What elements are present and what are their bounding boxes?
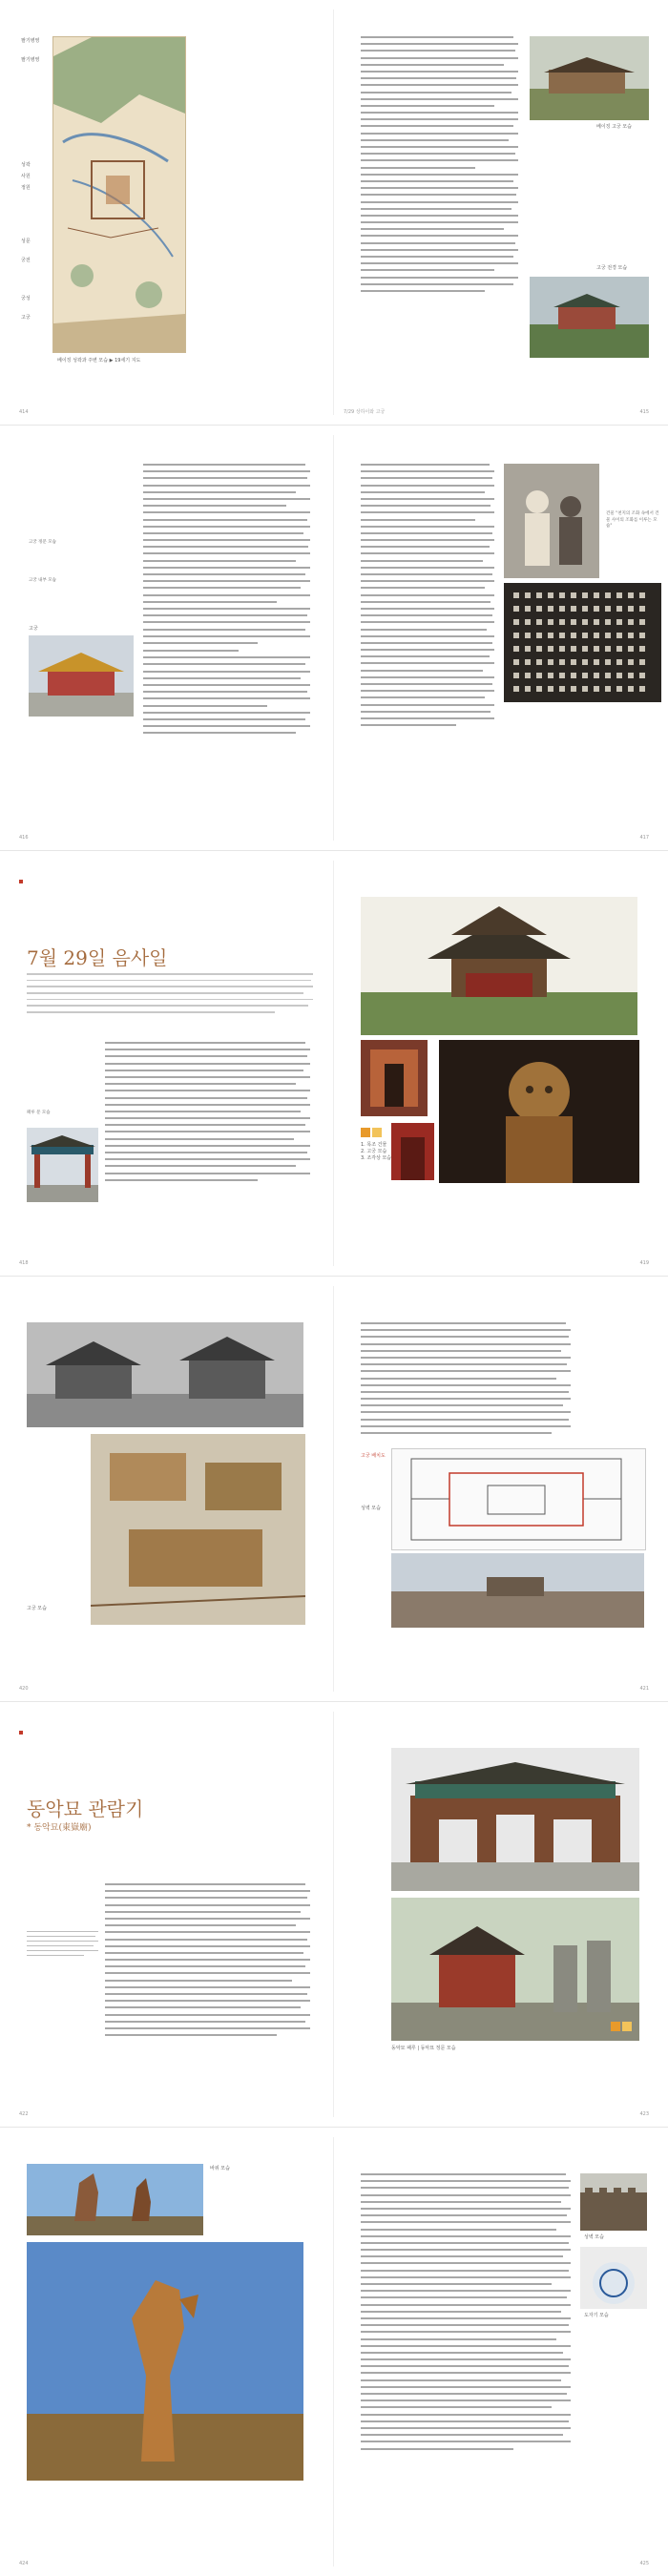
page-number-left: 414 xyxy=(19,409,29,415)
palace-floor-plan xyxy=(391,1448,646,1550)
photo-pailou-archway xyxy=(391,1748,639,1891)
page-right xyxy=(334,1277,668,1701)
photo-wooden-tower xyxy=(361,897,637,1035)
photo-pailou-gate xyxy=(27,1128,98,1202)
chapter-marker xyxy=(19,880,23,883)
book-spread-2 xyxy=(0,426,668,851)
map-drawing xyxy=(53,37,185,352)
right-caption-2: 2. 고궁 모습 xyxy=(361,1149,387,1154)
page-number-right: 425 xyxy=(639,2561,649,2566)
photo-hall xyxy=(29,635,134,717)
photo-caption-2: 고궁 전경 모습 xyxy=(596,265,628,271)
map-caption: 베이징 성곽과 주변 모습 ▶ 19세기 지도 xyxy=(57,358,141,364)
right-caption-2: 성벽 모습 xyxy=(361,1506,381,1511)
map-label-6: 성문 xyxy=(21,239,31,244)
page-number-right: 423 xyxy=(639,2111,649,2117)
photo-wall-small xyxy=(580,2173,647,2231)
side-note-1: 고궁 정문 모습 xyxy=(29,540,56,545)
body-text-column xyxy=(361,1322,571,1439)
chapter-title: 동악묘 관람기 xyxy=(27,1797,144,1820)
photo-gate-small xyxy=(391,1123,434,1180)
photo-wall xyxy=(391,1553,644,1628)
photo-city-painting xyxy=(91,1434,305,1625)
photo-figures xyxy=(504,464,599,578)
page-right xyxy=(334,2128,668,2576)
right-caption-1: 성벽 모습 xyxy=(584,2234,604,2240)
photo-buddha-statue xyxy=(439,1040,639,1183)
map-label-1: 팔기병영 xyxy=(21,38,40,44)
page-left xyxy=(0,2128,334,2576)
page-number-left: 418 xyxy=(19,1260,29,1266)
page-number-right: 419 xyxy=(639,1260,649,1266)
book-spread-4 xyxy=(0,1277,668,1702)
map-label-4: 사원 xyxy=(21,174,31,179)
book-spread-6 xyxy=(0,2128,668,2576)
page-right xyxy=(334,1702,668,2127)
map-label-8: 궁성 xyxy=(21,296,31,301)
page-number-left: 422 xyxy=(19,2111,29,2117)
page-number-left: 420 xyxy=(19,1686,29,1692)
right-caption: 동악묘 패루 | 동악묘 정문 모습 xyxy=(391,2046,456,2051)
book-spread-5 xyxy=(0,1702,668,2128)
chapter-marker xyxy=(19,1731,23,1735)
photo-palace-top xyxy=(530,36,649,120)
body-text-column xyxy=(361,2173,571,2455)
map-label-3: 성곽 xyxy=(21,162,31,168)
page-left xyxy=(0,426,334,850)
left-caption: 바위 모습 xyxy=(210,2166,230,2171)
right-caption-2: 도자기 모습 xyxy=(584,2313,609,2318)
photo-palace-bottom xyxy=(530,277,649,358)
photo-corridor xyxy=(361,1040,428,1116)
photo-porcelain xyxy=(580,2247,647,2309)
photo-calligraphy xyxy=(504,583,661,702)
number-box-2 xyxy=(622,2022,632,2031)
photo-rock-1 xyxy=(27,2164,203,2235)
chapter-subtitle: * 동악묘(東嶽廟) xyxy=(27,1823,92,1833)
page-left xyxy=(0,1277,334,1701)
right-caption-1: 1. 목조 건물 xyxy=(361,1142,387,1148)
page-left xyxy=(0,1702,334,2127)
body-text-column-2 xyxy=(143,650,310,738)
page-number-left: 424 xyxy=(19,2561,29,2566)
page-right xyxy=(334,426,668,850)
page-left xyxy=(0,851,334,1276)
photo-caption-left: 고궁 xyxy=(29,626,38,632)
running-head-right: 7/29 상하이와 고궁 xyxy=(344,409,386,415)
page-right xyxy=(334,851,668,1276)
page-left xyxy=(0,0,334,425)
photo-caption-1: 베이징 고궁 모습 xyxy=(596,124,632,130)
right-caption-3: 3. 조각상 모습 xyxy=(361,1155,392,1161)
body-text-column xyxy=(105,1883,310,2041)
book-spread-3 xyxy=(0,851,668,1277)
photo-old-palace xyxy=(27,1322,303,1427)
photo-rock-2 xyxy=(27,2242,303,2481)
number-box-2 xyxy=(372,1128,382,1137)
side-note-2: 고궁 내부 모습 xyxy=(29,578,56,583)
historical-map-image xyxy=(52,36,186,353)
right-caption-1: 고궁 배치도 xyxy=(361,1453,386,1459)
page-number-right: 417 xyxy=(639,835,649,841)
map-label-7: 궁전 xyxy=(21,258,31,263)
body-text-column xyxy=(105,1042,310,1186)
book-spread-1 xyxy=(0,0,668,426)
page-right xyxy=(334,0,668,425)
map-label-2: 팔기병영 xyxy=(21,57,40,63)
map-label-5: 정원 xyxy=(21,185,31,191)
number-box-1 xyxy=(361,1128,370,1137)
body-text-column xyxy=(361,464,494,731)
right-side-caption: 건물 "천지의 조화 속에서 건물 사이의 조화를 이루는 모습" xyxy=(606,511,659,529)
left-caption: 고궁 모습 xyxy=(27,1606,47,1611)
page-number-right: 421 xyxy=(639,1686,649,1692)
page-number-left: 416 xyxy=(19,835,29,841)
page-number-right: 415 xyxy=(639,409,649,415)
photo-temple-gate xyxy=(391,1898,639,2041)
map-label-9: 고궁 xyxy=(21,315,31,321)
chapter-title: 7월 29일 음사일 xyxy=(27,946,168,969)
intro-text xyxy=(27,973,313,1018)
number-box-1 xyxy=(611,2022,620,2031)
side-notes xyxy=(27,1931,98,1960)
body-text-column xyxy=(361,36,518,297)
body-text-column xyxy=(143,464,310,649)
left-side-caption: 패루 문 모습 xyxy=(27,1111,51,1115)
